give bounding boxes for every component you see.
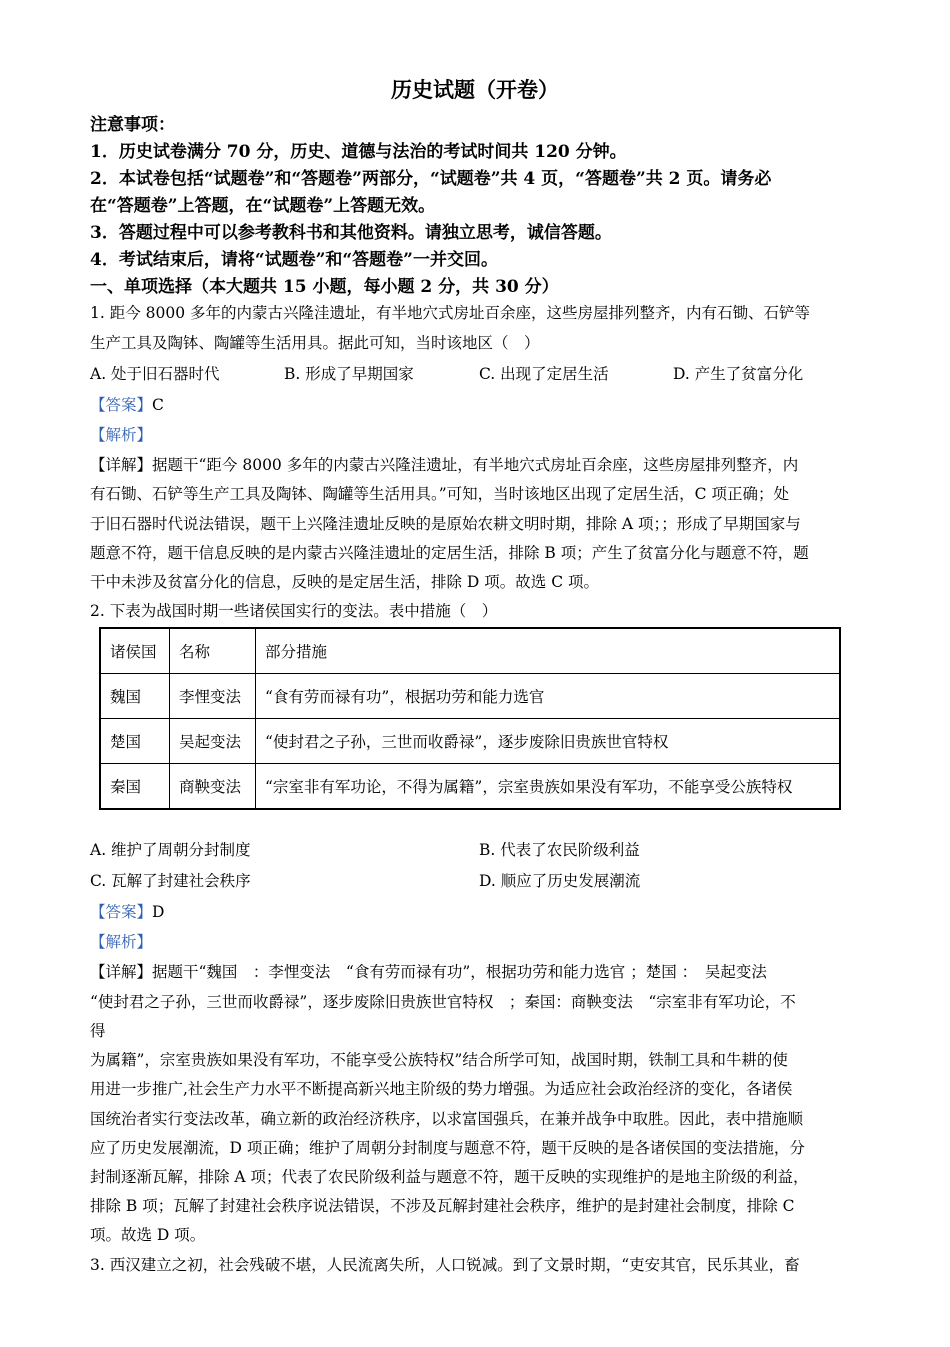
table-cell: 李悝变法 [170,674,256,719]
table-row [100,764,840,810]
table-cell: 魏国 [100,674,170,719]
notice-item-2-cont: 在“答题卷”上答题，在“试题卷”上答题无效。 [90,196,436,216]
answer-value: D [152,903,165,921]
q3-stem: 3. 西汉建立之初，社会残破不堪，人民流离失所，人口锐减。到了文景时期，“吏安其官，民乐其业，畜 [90,1256,800,1274]
q1-detail-line-4: 题意不符，题干信息反映的是内蒙古兴隆洼遗址的定居生活，排除 B 项；产生了贫富分化与题意不符，题 [90,544,809,562]
q2-detail-line-4: 为属籍”，宗室贵族如果没有军功，不能享受公族特权”结合所学可知，战国时期，铁制工具和牛耕的使 [90,1051,788,1069]
q2-detail-line-6: 国统治者实行变法改革，确立新的政治经济秩序，以求富国强兵，在兼并战争中取胜。因此，表中措施顺 [90,1110,804,1128]
q2-detail-line-1: 【详解】据题干“魏国 ：李悝变法 “食有劳而禄有功”，根据功劳和能力选官 ；楚国 ： 吴起变法 [90,963,767,981]
q2-detail-line-10: 项。故选 D 项。 [90,1226,206,1244]
table-cell: 吴起变法 [170,719,256,764]
q2-detail-line-9: 排除 B 项；瓦解了封建社会秩序说法错误，不涉及瓦解封建社会秩序，维护的是封建社会制度，排除 C [90,1197,795,1215]
notice-item-1: 1．历史试卷满分 70 分，历史、道德与法治的考试时间共 120 分钟。 [90,142,627,162]
section-heading: 一、单项选择（本大题共 15 小题，每小题 2 分，共 30 分） [90,277,559,297]
q1-detail-line-3: 于旧石器时代说法错误，题干上兴隆洼遗址反映的是原始农耕文明时期，排除 A 项；；形成了早期国家与 [90,515,801,533]
q2-detail-line-7: 应了历史发展潮流，D 项正确；维护了周朝分封制度与题意不符，题干反映的是各诸侯国的变法措施，分 [90,1139,805,1157]
reform-table [99,627,841,810]
table-header-row [100,628,840,674]
q2-answer [90,900,164,922]
q2-option-d: D. 顺应了历史发展潮流 [479,872,641,890]
q1-detail-line-1: 【详解】据题干“距今 8000 多年的内蒙古兴隆洼遗址，有半地穴式房址百余座，这些房屋排列整齐，内 [90,456,799,474]
q2-option-a: A. 维护了周朝分封制度 [90,841,251,859]
table-row [100,719,840,764]
answer-tag: 【答案】 [90,903,153,921]
q2-stem: 2. 下表为战国时期一些诸侯国实行的变法。表中措施（ ） [90,602,498,620]
q2-option-c: C. 瓦解了封建社会秩序 [90,872,251,890]
table-header-cell: 名称 [170,628,256,674]
table-row [100,674,840,719]
q1-option-b: B. 形成了早期国家 [284,365,414,383]
answer-tag: 【答案】 [90,396,153,414]
table-cell: “使封君之子孙，三世而收爵禄”，逐步废除旧贵族世官特权 [256,719,841,764]
notice-item-4: 4．考试结束后，请将“试题卷”和“答题卷”一并交回。 [90,250,498,270]
q1-stem-line-1: 1. 距今 8000 多年的内蒙古兴隆洼遗址，有半地穴式房址百余座，这些房屋排列整齐，内有石锄、石铲等 [90,304,811,322]
q2-analysis-tag: 【解析】 [90,933,153,951]
q1-option-c: C. 出现了定居生活 [479,365,609,383]
q2-detail-line-5: 用进一步推广,社会生产力水平不断提高新兴地主阶级的势力增强。为适应社会政治经济的变化，各诸侯 [90,1080,793,1098]
q1-stem-line-2: 生产工具及陶钵、陶罐等生活用具。据此可知，当时该地区（ ） [90,334,540,352]
q1-detail-line-5: 干中未涉及贫富分化的信息，反映的是定居生活，排除 D 项。故选 C 项。 [90,573,599,591]
q1-analysis-tag: 【解析】 [90,426,153,444]
q1-answer [90,393,164,415]
q2-detail-line-8: 封制逐渐瓦解，排除 A 项；代表了农民阶级利益与题意不符，题干反映的实现维护的是地主阶级的利益， [90,1168,809,1186]
q2-detail-line-3: 得 [90,1022,106,1040]
table-cell: “食有劳而禄有功”，根据功劳和能力选官 [256,674,841,719]
table-header-cell: 部分措施 [256,628,841,674]
notice-heading: 注意事项： [90,115,175,135]
answer-value: C [152,396,164,414]
q2-option-b: B. 代表了农民阶级利益 [479,841,640,859]
table-cell: 秦国 [100,764,170,810]
q1-option-a: A. 处于旧石器时代 [90,365,220,383]
table-header-cell: 诸侯国 [100,628,170,674]
table-cell: 楚国 [100,719,170,764]
table-cell: 商鞅变法 [170,764,256,810]
notice-item-3: 3．答题过程中可以参考教科书和其他资料。请独立思考，诚信答题。 [90,223,612,243]
q1-option-d: D. 产生了贫富分化 [673,365,804,383]
q1-detail-line-2: 有石锄、石铲等生产工具及陶钵、陶罐等生活用具。”可知，当时该地区出现了定居生活，C 项正确；处 [90,485,789,503]
q2-detail-line-2: “使封君之子孙，三世而收爵禄”，逐步废除旧贵族世官特权 ；秦国：商鞅变法 “宗室非有军功论，不 [90,993,796,1011]
exam-title: 历史试题（开卷） [391,77,559,102]
notice-item-2: 2．本试卷包括“试题卷”和“答题卷”两部分，“试题卷”共 4 页，“答题卷”共 2 页。请务必 [90,169,772,189]
table-cell: “宗室非有军功论，不得为属籍”，宗室贵族如果没有军功，不能享受公族特权 [256,764,841,810]
